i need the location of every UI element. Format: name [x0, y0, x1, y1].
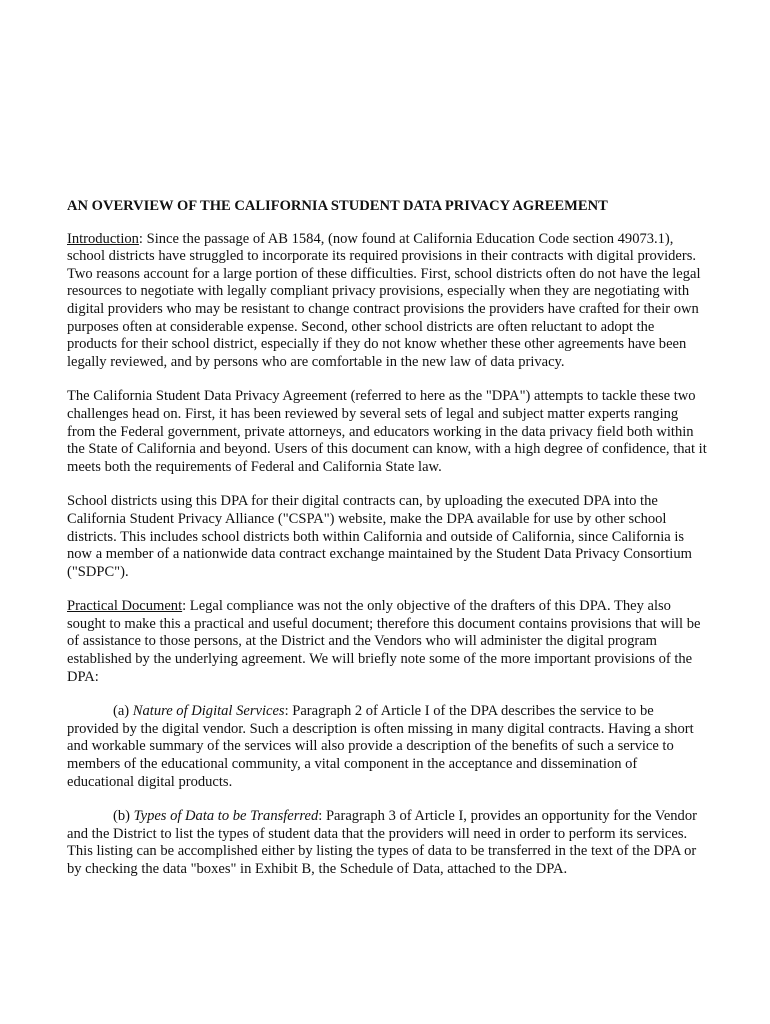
intro-text: : Since the passage of AB 1584, (now found at California Education Code section 49073.1), school districts have struggled to incorporate its required provisions in their contracts with digital providers. Two reasons account for a large portion of these difficulties. First, school districts often do not have the legal resources to negotiate with legally compliant privacy provisions, especially when they are negotiating with digital providers who may be resistant to change contract provisions the providers have crafted for their own purposes often at considerable expense. Second, other school districts are often reluctant to adopt the products for their school district, especially if they do not know whether these other agreements have been legally reviewed, and by persons who are comfortable in the new law of data privacy.	[67, 230, 701, 370]
practical-paragraph	[67, 598, 707, 686]
document-body	[67, 198, 707, 879]
intro-paragraph	[67, 231, 707, 372]
item-a-label: (a)	[113, 703, 133, 720]
item-b-title: Types of Data to be Transferred	[133, 808, 319, 825]
item-a-paragraph	[67, 703, 707, 791]
districts-paragraph: School districts using this DPA for their digital contracts can, by uploading the executed DPA into the California Student Privacy Alliance ("CSPA") website, make the DPA available for use by other school districts. This includes school districts both within California and outside of California, since California is now a member of a nationwide data contract exchange maintained by the Student Data Privacy Consortium ("SDPC").	[67, 493, 692, 580]
dpa-paragraph: The California Student Data Privacy Agreement (referred to here as the "DPA") attempts to tackle these two challenges head on. First, it has been reviewed by several sets of legal and subject matter experts ranging from the Federal government, private attorneys, and educators working in the data privacy field both within the State of California and beyond. Users of this document can know, with a high degree of confidence, that it meets both the requirements of Federal and California State law.	[67, 388, 707, 475]
item-b-text: : Paragraph 3 of Article I, provides an opportunity for the Vendor and the District to list the types of student data that the providers will need in order to perform its services. This listing can be accomplished either by listing the types of data to be transferred in the text of the DPA or by checking the data "boxes" in Exhibit B, the Schedule of Data, attached to the DPA.	[67, 808, 697, 877]
item-a-text: : Paragraph 2 of Article I of the DPA describes the service to be provided by the digital vendor. Such a description is often missing in many digital contracts. Having a short and workable summary of the services will also provide a description of the benefits of such a service to members of the educational community, a vital component in the acceptance and dissemination of educational digital products.	[67, 703, 694, 790]
intro-heading: Introduction	[67, 230, 139, 247]
practical-text: : Legal compliance was not the only objective of the drafters of this DPA. They also sought to make this a practical and useful document; therefore this document contains provisions that will be of assistance to those persons, at the District and the Vendors who will administer the digital program established by the underlying agreement. We will briefly note some of the more important provisions of the DPA:	[67, 598, 701, 685]
item-b-label: (b)	[113, 808, 134, 825]
item-a-title: Nature of Digital Services	[132, 703, 285, 720]
practical-heading: Practical Document	[67, 598, 183, 615]
item-b-paragraph	[67, 808, 707, 878]
document-title: AN OVERVIEW OF THE CALIFORNIA STUDENT DATA PRIVACY AGREEMENT	[67, 198, 608, 214]
